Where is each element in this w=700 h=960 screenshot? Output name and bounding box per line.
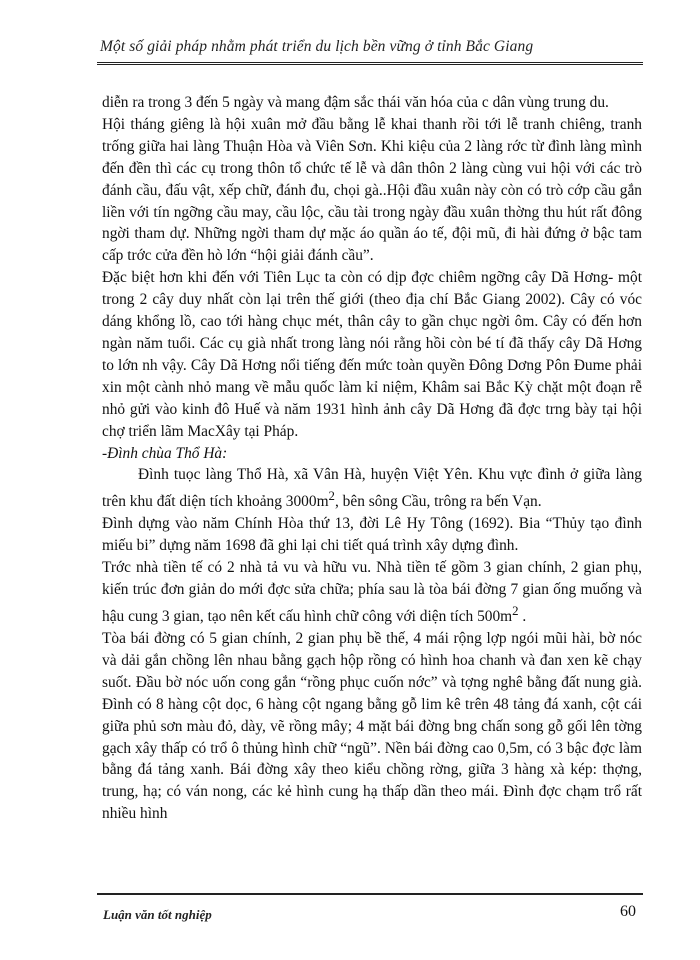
footer-divider: [97, 893, 643, 895]
page-number: 60: [620, 903, 636, 920]
paragraph-4-text: Đình tuọc làng Thổ Hà, xã Vân Hà, huyện Việt Yên. Khu vực đình ở giữa làng trên khu đất diện tích khoảng 3000m: [102, 466, 642, 511]
section-subheading: -Đình chùa Thổ Hà:: [102, 444, 228, 462]
paragraph-3: Đặc biệt hơn khi đến với Tiên Lục ta còn có dịp đợc chiêm ngỡng cây Dã Hơng- một trong 2 cây duy nhất còn lại trên thế giới (theo địa chí Bắc Giang 2002). Cây có vóc dáng khổng lồ, cao tới hàng chục mét, thân cây to gần chục ngời ôm. Cây có đến hơn ngàn năm tuổi. Các cụ già nhất trong làng nói rằng hồi còn bé tí đã thấy cây Dã Hơng to lớn nh vậy. Cây Dã Hơng nổi tiếng đến mức toàn quyền Đông Dơng Pôn Đume phải xin một cành nhỏ mang về mẫu quốc làm kỉ niệm, Khâm sai Bắc Kỳ chặt một đoạn rễ nhỏ gửi vào kinh đô Huế và năm 1931 hình ảnh cây Dã Hơng đã đợc trng bày tại hội chợ triển lãm MacXây tại Pháp.: [102, 269, 642, 440]
running-header: Một số giải pháp nhằm phát triển du lịch bền vững ở tỉnh Bắc Giang: [100, 38, 534, 55]
paragraph-5: Đình dựng vào năm Chính Hòa thứ 13, đời Lê Hy Tông (1692). Bia “Thủy tạo đình miếu bi” dựng năm 1698 đã ghi lại chi tiết quá trình xây dựng đình.: [102, 515, 642, 555]
paragraph-6-text: Trớc nhà tiền tế có 2 nhà tả vu và hữu vu. Nhà tiền tế gồm 3 gian chính, 2 gian phụ, kiến trúc đơn giản do mới đợc sửa chữa; phía sau là tòa bái đờng 7 gian ống muống và hậu cung 3 gian, tạo nên kết cấu hình chữ công với diện tích 500m: [102, 559, 642, 626]
footer-label: Luận văn tốt nghiệp: [103, 907, 212, 922]
paragraph-6: [102, 557, 642, 628]
paragraph-7: Tòa bái đờng có 5 gian chính, 2 gian phụ bề thế, 4 mái rộng lợp ngói mũi hài, bờ nóc và dải gắn chồng lên nhau bằng gạch hộp rồng có hình hoa chanh và đan xen kẽ chạy suốt. Đầu bờ nóc uốn cong gắn “rồng phục cuốn nớc” và tợng nghê bằng đất nung già. Đình có 8 hàng cột dọc, 6 hàng cột ngang bằng gỗ lim kê trên 48 tảng đá xanh, cột cái giữa phủ sơn màu đỏ, dày, vẽ rồng mây; 4 mặt bái đờng bng chấn song gỗ gối lên tờng gạch xây thấp có trổ ô thủng hình chữ “ngũ”. Nền bái đờng cao 0,5m, có 3 bậc đợc làm bằng đá tảng xanh. Bái đờng xây theo kiểu chồng rờng, giữa 3 hàng xà kép: thợng, trung, hạ; có ván nong, các kẻ hình cung hạ thấp dần theo mái. Đình đợc chạm trổ rất nhiều hình: [102, 630, 642, 823]
paragraph-2: Hội tháng giêng là hội xuân mở đầu bằng lễ khai thanh rồi tới lễ tranh chiêng, tranh trống giữa hai làng Thuận Hòa và Viên Sơn. Khi kiệu của 2 làng rớc từ đình làng mình đến đền thì các cụ trong thôn tổ chức tế lễ và dân thôn 2 làng cùng vui hội với các trò đánh cầu, đấu vật, xếp chữ, đánh đu, chọi gà..Hội đầu xuân này còn có trò cớp cầu gắn liền với tín ngỡng cầu may, cầu lộc, cầu tài trong ngày đầu xuân thờng thu hút rất đông ngời tham dự. Những ngời tham dự mặc áo quần áo tế, đội mũ, đi hài đứng ở bậc tam cấp trớc cửa đền hò lớn “hội giải đánh cầu”.: [102, 115, 642, 265]
paragraph-6-text-end: .: [518, 608, 527, 626]
paragraph-4: [102, 464, 642, 513]
superscript: 2: [328, 489, 335, 504]
header-divider: [97, 62, 643, 65]
body-text: [102, 92, 642, 825]
paragraph-1: diễn ra trong 3 đến 5 ngày và mang đậm sắc thái văn hóa của c dân vùng trung du.: [102, 94, 609, 111]
superscript: 2: [512, 603, 519, 618]
paragraph-4-text-end: , bên sông Cầu, trông ra bến Vạn.: [334, 493, 542, 511]
